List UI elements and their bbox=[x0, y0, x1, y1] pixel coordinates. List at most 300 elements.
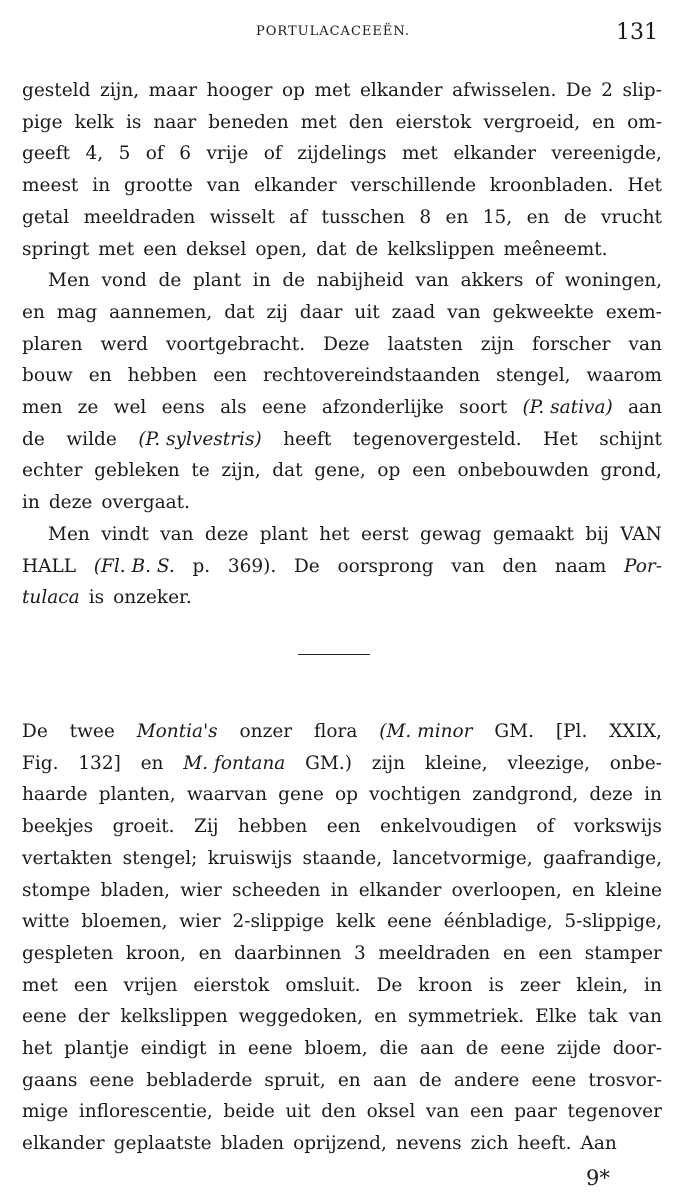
word: de bbox=[418, 1069, 442, 1091]
word: (Fl. B. S. bbox=[93, 555, 175, 577]
page-number: 131 bbox=[616, 20, 658, 45]
word: 2-slippige bbox=[232, 911, 325, 933]
word: GM. bbox=[494, 721, 535, 742]
signature-mark: 9* bbox=[586, 1166, 610, 1190]
word: kleine bbox=[605, 879, 662, 901]
word: in bbox=[22, 492, 40, 514]
word: bloemen, bbox=[81, 911, 168, 933]
text-line bbox=[22, 202, 662, 234]
word: aan bbox=[627, 397, 662, 419]
word: dat bbox=[272, 460, 303, 482]
word: Fig. bbox=[22, 752, 59, 774]
word: De bbox=[22, 721, 48, 742]
word: nevens bbox=[395, 1133, 462, 1155]
word: onzer bbox=[239, 721, 293, 742]
text-line bbox=[22, 75, 662, 107]
word: wilde bbox=[66, 428, 117, 450]
word: Het bbox=[627, 175, 662, 197]
word: VAN bbox=[620, 523, 662, 545]
text-line bbox=[22, 265, 662, 297]
word: plaren bbox=[22, 333, 83, 355]
section-divider bbox=[298, 654, 370, 655]
word: dat bbox=[316, 238, 347, 260]
text-line bbox=[22, 938, 662, 970]
word: beekjes bbox=[22, 816, 94, 838]
word: flora bbox=[314, 721, 358, 742]
text-line bbox=[22, 487, 662, 519]
word: op bbox=[377, 460, 401, 482]
word: rechtovereindstaanden bbox=[262, 365, 481, 387]
word: het bbox=[22, 1038, 53, 1060]
word: grond, bbox=[600, 460, 662, 482]
word: den bbox=[348, 111, 384, 133]
word: stamper bbox=[584, 942, 662, 964]
word: bladen, bbox=[100, 879, 171, 901]
word: (P. sylvestris) bbox=[138, 428, 262, 450]
text-line bbox=[22, 1033, 662, 1065]
word: deksel bbox=[186, 238, 247, 260]
word: der bbox=[77, 1006, 110, 1028]
word: de bbox=[563, 206, 587, 228]
word: werd bbox=[100, 333, 148, 355]
word: mag bbox=[56, 301, 98, 323]
text-line bbox=[22, 843, 662, 875]
word: gewag bbox=[420, 523, 482, 545]
paragraph bbox=[22, 716, 662, 1160]
word: spruit, bbox=[264, 1069, 326, 1091]
word: vrucht bbox=[601, 206, 662, 228]
word: den bbox=[502, 555, 538, 577]
word: van bbox=[628, 1006, 662, 1028]
word: in bbox=[218, 1038, 237, 1060]
word: aan bbox=[372, 1069, 407, 1091]
word: met bbox=[300, 111, 337, 133]
word: meest bbox=[22, 175, 79, 197]
text-line bbox=[22, 970, 662, 1002]
word: De bbox=[293, 555, 320, 577]
word: de bbox=[355, 238, 379, 260]
text-line bbox=[22, 779, 662, 811]
word: maar bbox=[148, 80, 198, 101]
word: stompe bbox=[22, 879, 91, 901]
word: XXIX, bbox=[609, 721, 662, 742]
word: de bbox=[158, 270, 182, 292]
word: soort bbox=[459, 397, 508, 419]
word: eene bbox=[89, 1069, 135, 1091]
word: meêneemt. bbox=[503, 238, 608, 260]
word: kelk bbox=[74, 111, 114, 133]
word: en bbox=[502, 942, 526, 964]
word: getal bbox=[22, 206, 70, 228]
word: zeer bbox=[519, 974, 561, 996]
word: eene bbox=[531, 1069, 577, 1091]
word: in bbox=[330, 879, 349, 901]
word: 8 bbox=[419, 206, 432, 228]
word: op bbox=[334, 784, 358, 806]
word: weggedoken, bbox=[238, 1006, 364, 1028]
word: Deze bbox=[323, 333, 370, 355]
word: en bbox=[445, 206, 469, 228]
text-line bbox=[22, 1065, 662, 1097]
word: zandgrond, bbox=[472, 784, 579, 806]
word: vorkswijs bbox=[573, 816, 662, 838]
word: andere bbox=[453, 1069, 520, 1091]
word: van bbox=[447, 301, 481, 323]
word: gene bbox=[278, 784, 324, 806]
word: elkander bbox=[453, 143, 536, 165]
section-montia bbox=[22, 716, 662, 1160]
word: scheeden bbox=[232, 879, 321, 901]
word: uit bbox=[354, 301, 380, 323]
word: heeft. bbox=[517, 1133, 572, 1155]
text-line bbox=[22, 297, 662, 329]
word: onbebouwden bbox=[457, 460, 589, 482]
word: De bbox=[376, 974, 403, 996]
word: de bbox=[282, 270, 306, 292]
word: en bbox=[572, 879, 595, 901]
word: kleine, bbox=[424, 752, 488, 774]
word: deze bbox=[589, 784, 633, 806]
word: éénbladige, bbox=[443, 911, 553, 933]
word: groeit. bbox=[112, 816, 175, 838]
word: p. bbox=[192, 555, 211, 577]
word: gene, bbox=[314, 460, 366, 482]
word: stengel, bbox=[496, 365, 571, 387]
word: een bbox=[73, 974, 108, 996]
word: Montia's bbox=[136, 721, 218, 742]
word: en bbox=[140, 752, 164, 774]
word: met bbox=[401, 143, 438, 165]
word: en bbox=[526, 206, 550, 228]
word: van bbox=[160, 523, 194, 545]
word: de bbox=[465, 1038, 489, 1060]
word: zijdelings bbox=[297, 143, 387, 165]
word: in bbox=[644, 784, 662, 806]
word: kelkslippen bbox=[120, 1006, 228, 1028]
word: oksel bbox=[366, 1101, 416, 1123]
word: in bbox=[92, 175, 111, 197]
text-line bbox=[22, 748, 662, 780]
word: overloopen, bbox=[451, 879, 562, 901]
word: gaafrandige, bbox=[543, 847, 662, 869]
word: daarbinnen bbox=[234, 942, 342, 964]
word: M. fontana bbox=[183, 752, 286, 774]
word: bij bbox=[585, 523, 609, 545]
text-line bbox=[22, 875, 662, 907]
word: pige bbox=[22, 111, 63, 133]
word: exem- bbox=[605, 301, 662, 323]
word: woningen, bbox=[564, 270, 662, 292]
word: van bbox=[425, 1101, 460, 1123]
text-line bbox=[22, 234, 662, 266]
word: Men bbox=[48, 270, 90, 292]
word: eierstok bbox=[395, 111, 472, 133]
word: forscher bbox=[532, 333, 611, 355]
word: als bbox=[220, 397, 247, 419]
word: en bbox=[198, 942, 222, 964]
word: vochtigen bbox=[369, 784, 462, 806]
word: kroon bbox=[418, 974, 473, 996]
word: planten, bbox=[98, 784, 176, 806]
word: gekweekte bbox=[492, 301, 594, 323]
word: ze bbox=[77, 397, 99, 419]
word: met bbox=[314, 80, 351, 101]
word: in bbox=[644, 974, 662, 996]
word: de bbox=[22, 428, 45, 450]
word: plant bbox=[192, 270, 242, 292]
word: elkander bbox=[22, 1133, 105, 1155]
word: 15, bbox=[482, 206, 513, 228]
word: heeft bbox=[283, 428, 332, 450]
word: staande, bbox=[302, 847, 383, 869]
word: 2 bbox=[601, 80, 613, 101]
word: het bbox=[319, 523, 350, 545]
word: een bbox=[412, 460, 446, 482]
word: GM.) bbox=[305, 752, 352, 774]
word: twee bbox=[69, 721, 115, 742]
word: zijn bbox=[371, 752, 406, 774]
word: open, bbox=[255, 238, 308, 260]
word: bouw bbox=[22, 365, 73, 387]
word: onzeker. bbox=[113, 587, 192, 609]
word: gaans bbox=[22, 1069, 78, 1091]
word: men bbox=[22, 397, 63, 419]
word: haarde bbox=[22, 784, 88, 806]
word: Men bbox=[48, 523, 90, 545]
word: naam bbox=[554, 555, 607, 577]
word: beneden bbox=[208, 111, 289, 133]
word: De bbox=[565, 80, 592, 101]
word: plantje bbox=[64, 1038, 129, 1060]
word: Zij bbox=[194, 816, 219, 838]
word: overgaat. bbox=[101, 492, 190, 514]
word: van bbox=[628, 333, 662, 355]
word: van bbox=[451, 555, 485, 577]
text-line bbox=[22, 329, 662, 361]
word: Elke bbox=[535, 1006, 577, 1028]
word: kroonbladen. bbox=[489, 175, 614, 197]
word: (M. minor bbox=[379, 721, 473, 742]
word: 5 bbox=[118, 143, 131, 165]
word: en bbox=[22, 301, 45, 323]
word: stengel; bbox=[122, 847, 198, 869]
word: beide bbox=[223, 1101, 275, 1123]
word: eene bbox=[247, 1038, 293, 1060]
word: hebben bbox=[237, 816, 308, 838]
text-line bbox=[22, 360, 662, 392]
word: vereenigde, bbox=[551, 143, 662, 165]
word: of bbox=[535, 270, 554, 292]
word: bladen bbox=[220, 1133, 285, 1155]
word: daar bbox=[299, 301, 343, 323]
word: elkander bbox=[359, 80, 443, 101]
paragraph bbox=[22, 265, 662, 519]
word: geplaatste bbox=[113, 1133, 212, 1155]
word: bebladerde bbox=[146, 1069, 253, 1091]
text-line bbox=[22, 392, 662, 424]
word: en bbox=[88, 365, 112, 387]
word: zaad bbox=[391, 301, 436, 323]
word: dat bbox=[224, 301, 255, 323]
text-line bbox=[22, 170, 662, 202]
word: eierstok bbox=[193, 974, 270, 996]
word: zijde bbox=[556, 1038, 601, 1060]
word: waarvan bbox=[186, 784, 267, 806]
word: zijn, bbox=[221, 460, 261, 482]
word: inflorescentie, bbox=[78, 1101, 213, 1123]
word: enkelvoudigen bbox=[380, 816, 517, 838]
word: den bbox=[321, 1101, 356, 1123]
word: 132] bbox=[78, 752, 121, 774]
word: van bbox=[415, 270, 449, 292]
section-portulaca bbox=[22, 75, 662, 614]
text-line bbox=[22, 455, 662, 487]
word: Het bbox=[543, 428, 578, 450]
word: wier bbox=[179, 911, 221, 933]
text-line bbox=[22, 107, 662, 139]
word: hebben bbox=[127, 365, 198, 387]
text-line bbox=[22, 1096, 662, 1128]
word: naar bbox=[153, 111, 197, 133]
word: symmetriek. bbox=[407, 1006, 525, 1028]
word: eindigt bbox=[140, 1038, 207, 1060]
word: afzonderlijke bbox=[321, 397, 444, 419]
word: tegenovergesteld. bbox=[352, 428, 522, 450]
word: meeldraden bbox=[83, 206, 196, 228]
word: een bbox=[213, 365, 247, 387]
word: kelkslippen bbox=[387, 238, 495, 260]
word: tulaca bbox=[22, 587, 80, 609]
word: onbe- bbox=[609, 752, 662, 774]
text-line bbox=[22, 551, 662, 583]
word: slip- bbox=[622, 80, 662, 101]
word: geeft bbox=[22, 143, 71, 165]
word: gespleten bbox=[22, 942, 114, 964]
word: vrije bbox=[206, 143, 249, 165]
word: te bbox=[191, 460, 210, 482]
word: is bbox=[88, 587, 105, 609]
word: [Pl. bbox=[555, 721, 588, 742]
word: kruiswijs bbox=[207, 847, 293, 869]
word: gebleken bbox=[94, 460, 180, 482]
word: uit bbox=[285, 1101, 311, 1123]
word: 3 bbox=[354, 942, 366, 964]
word: eene bbox=[500, 1038, 546, 1060]
word: of bbox=[263, 143, 282, 165]
word: eene bbox=[22, 1006, 67, 1028]
word: eens bbox=[161, 397, 205, 419]
word: laatsten bbox=[387, 333, 463, 355]
word: schijnt bbox=[599, 428, 662, 450]
word: wel bbox=[113, 397, 147, 419]
word: of bbox=[536, 816, 555, 838]
text-line bbox=[22, 424, 662, 456]
word: aannemen, bbox=[109, 301, 213, 323]
word: en bbox=[337, 1069, 361, 1091]
word: elkander bbox=[358, 879, 442, 901]
word: Por- bbox=[624, 555, 662, 577]
word: witte bbox=[22, 911, 70, 933]
word: eerst bbox=[360, 523, 409, 545]
text-line bbox=[22, 716, 662, 748]
word: omsluit. bbox=[285, 974, 361, 996]
word: oorsprong bbox=[337, 555, 434, 577]
word: grootte bbox=[124, 175, 193, 197]
word: op bbox=[281, 80, 305, 101]
word: 5-slippige, bbox=[564, 911, 662, 933]
word: vindt bbox=[101, 523, 149, 545]
word: klein, bbox=[576, 974, 629, 996]
word: echter bbox=[22, 460, 83, 482]
word: aan bbox=[419, 1038, 454, 1060]
word: om- bbox=[627, 111, 662, 133]
word: zijn, bbox=[99, 80, 140, 101]
word: afwisselen. bbox=[452, 80, 557, 101]
running-head: PORTULACACEEËN. bbox=[256, 24, 411, 39]
word: tegenover bbox=[567, 1101, 662, 1123]
word: waarom bbox=[586, 365, 662, 387]
word: (P. sativa) bbox=[522, 397, 613, 419]
word: vond bbox=[101, 270, 147, 292]
word: en bbox=[592, 111, 616, 133]
word: springt bbox=[22, 238, 90, 260]
word: vergroeid, bbox=[483, 111, 581, 133]
word: zij bbox=[266, 301, 288, 323]
word: deze bbox=[204, 523, 249, 545]
word: hooger bbox=[206, 80, 273, 101]
text-line bbox=[22, 519, 662, 551]
word: meeldraden bbox=[378, 942, 491, 964]
word: lancetvormige, bbox=[392, 847, 533, 869]
paragraph bbox=[22, 75, 662, 265]
word: verschillende bbox=[350, 175, 477, 197]
word: eene bbox=[387, 911, 432, 933]
word: akkers bbox=[460, 270, 524, 292]
word: zijn bbox=[480, 333, 515, 355]
word: zich bbox=[470, 1133, 509, 1155]
word: in bbox=[252, 270, 271, 292]
word: die bbox=[379, 1038, 409, 1060]
word: met bbox=[98, 238, 135, 260]
word: bloem, bbox=[304, 1038, 368, 1060]
word: kelk bbox=[336, 911, 376, 933]
word: 6 bbox=[179, 143, 191, 165]
word: is bbox=[125, 111, 142, 133]
word: eene bbox=[261, 397, 307, 419]
text-line bbox=[22, 1001, 662, 1033]
word: een bbox=[326, 816, 361, 838]
word: een bbox=[143, 238, 178, 260]
word: vleezige, bbox=[507, 752, 590, 774]
word: vertakten bbox=[22, 847, 113, 869]
word: een bbox=[469, 1101, 504, 1123]
word: vrijen bbox=[123, 974, 178, 996]
word: en bbox=[374, 1006, 397, 1028]
word: gesteld bbox=[22, 80, 91, 101]
word: deze bbox=[48, 492, 93, 514]
word: HALL bbox=[22, 555, 77, 577]
word: voortgebracht. bbox=[165, 333, 306, 355]
word: of bbox=[145, 143, 164, 165]
word: van bbox=[206, 175, 241, 197]
word: af bbox=[289, 206, 308, 228]
paragraph bbox=[22, 519, 662, 614]
text-line bbox=[22, 582, 662, 614]
word: 369). bbox=[227, 555, 277, 577]
word: wisselt bbox=[209, 206, 275, 228]
word: wier bbox=[180, 879, 222, 901]
word: Aan bbox=[580, 1133, 617, 1155]
